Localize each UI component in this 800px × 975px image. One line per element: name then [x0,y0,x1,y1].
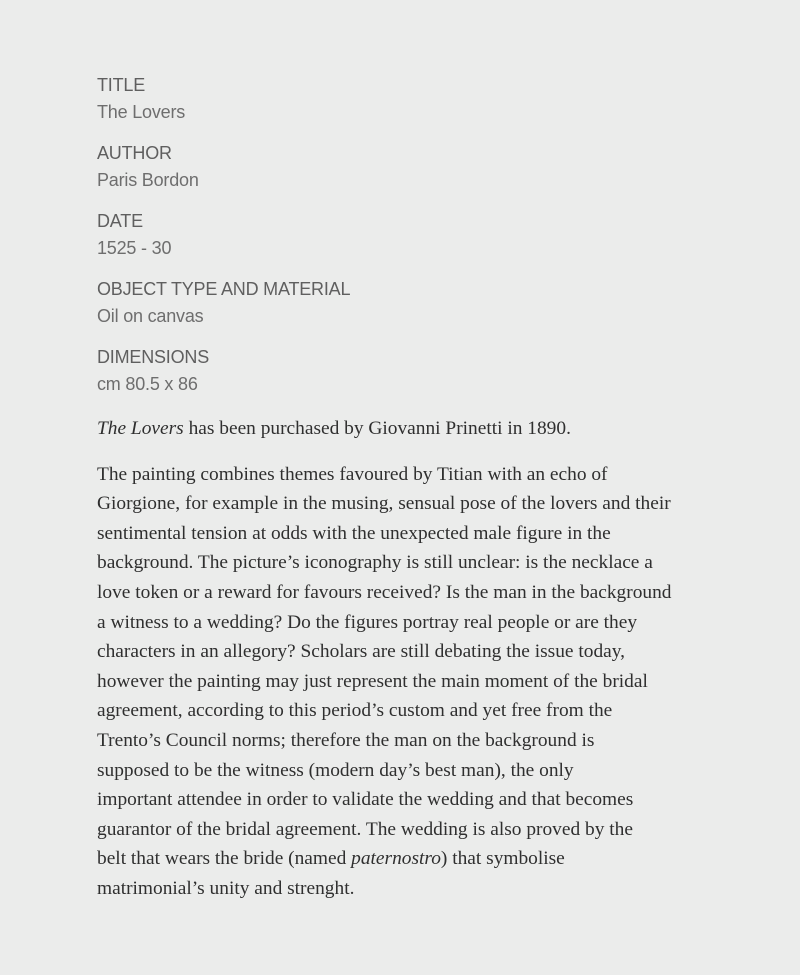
metadata-field [97,72,737,126]
description-line [97,608,737,638]
artwork-description [97,460,737,904]
metadata-value: Paris Bordon [97,170,199,190]
description-text: Trento’s Council norms; therefore the man on the background is [97,729,595,751]
description-text: The painting combines themes favoured by Titian with an echo of [97,463,608,485]
description-line [97,726,737,756]
description-line [97,637,737,667]
metadata-field [97,140,737,194]
description-text: supposed to be the witness (modern day’s best man), the only [97,759,574,781]
metadata-label: DIMENSIONS [97,347,210,367]
description-text: matrimonial’s unity and strenght. [97,877,355,899]
metadata-field [97,344,737,398]
artwork-info-card [97,72,737,904]
metadata-label: TITLE [97,75,146,95]
description-line [97,667,737,697]
description-line [97,696,737,726]
description-line [97,785,737,815]
description-text: agreement, according to this period’s custom and yet free from the [97,700,613,722]
description-text: background. The picture’s iconography is still unclear: is the necklace a [97,552,653,574]
purchase-note [97,414,737,444]
description-text: important attendee in order to validate the wedding and that becomes [97,789,634,811]
description-line [97,756,737,786]
description-text: belt that wears the bride (named [97,848,352,870]
description-italic-term: paternostro [351,848,441,870]
metadata-label: AUTHOR [97,143,172,163]
description-text: ) that symbolise [440,848,565,870]
purchase-artwork-title: The Lovers [97,418,184,439]
metadata-label: DATE [97,211,143,231]
metadata-field [97,208,737,262]
metadata-list [97,72,737,398]
description-line [97,460,737,490]
description-text: Giorgione, for example in the musing, sensual pose of the lovers and their [97,493,671,515]
description-text: characters in an allegory? Scholars are still debating the issue today, [97,641,626,663]
purchase-text: has been purchased by Giovanni Prinetti in 1890. [183,418,571,439]
metadata-label: OBJECT TYPE AND MATERIAL [97,279,351,299]
description-line [97,815,737,845]
description-line [97,578,737,608]
metadata-field [97,276,737,330]
description-text: however the painting may just represent the main moment of the bridal [97,670,648,692]
description-line [97,519,737,549]
description-text: love token or a reward for favours received? Is the man in the background [97,581,672,603]
description-line [97,548,737,578]
description-text: guarantor of the bridal agreement. The wedding is also proved by the [97,818,633,840]
description-line [97,844,737,874]
metadata-value: The Lovers [97,102,186,122]
metadata-value: 1525 - 30 [97,238,172,258]
metadata-value: Oil on canvas [97,306,204,326]
metadata-value: cm 80.5 x 86 [97,374,198,394]
description-line [97,489,737,519]
description-text: a witness to a wedding? Do the figures portray real people or are they [97,611,638,633]
description-text: sentimental tension at odds with the unexpected male figure in the [97,522,611,544]
description-line [97,874,737,904]
